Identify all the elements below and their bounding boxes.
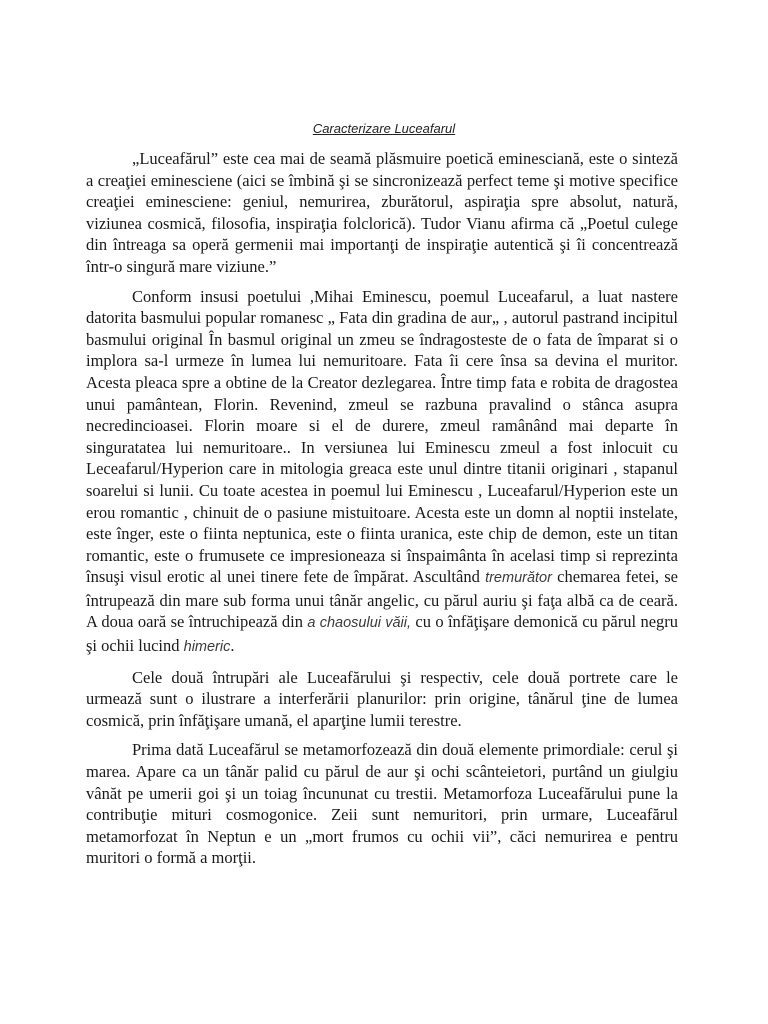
paragraph-2-text-a: Conform insusi poetului ,Mihai Eminescu, poemul Luceafarul, a luat nastere datorita basmului popular romanesc „ Fata din gradina de aur„ , autorul pastrand incipitul basmului original În basmul original un zmeu se îndragosteste de o fata de împarat si o implora sa-l urmeze în lumea lui nemuritoare. Fata îi cere însa sa devina el muritor. Acesta pleaca spre a obtine de la Creator dezlegarea. Între timp fata e robita de dragostea unui pamântean, Florin. Revenind, zmeul se razbuna pravalind o stânca asupra necredincioasei. Florin moare si el de durere, zmeul ramânând mai departe în singuratatea lui nemuritoare.. In versiunea lui Eminescu zmeul a fost inlocuit cu Leceafarul/Hyperion care in mitologia greaca este unul dintre titanii originari , stapanul soarelui si lunii. Cu toate acestea in poemul lui Eminescu , Luceafarul/Hyperion este un erou romantic , chinuit de o pasiune mistuitoare. Acesta este un domn al noptii instelate, este înger, este o fiinta neptunica, este o fiinta uranica, este chip de demon, este un titan romantic, este o frumusete ce impresioneaza si înspaimânta în acelasi timp si reprezinta însuşi visul erotic al unei tinere fete de împărat. Ascultând: [86, 286, 678, 587]
paragraph-2-text-c: cu o înfăţişare demonică cu părul negru şi ochii lucind: [86, 612, 679, 656]
italic-word-tremurator: tremurător: [485, 570, 552, 587]
paragraph-1: „Luceafărul” este cea mai de seamă plăsmuire poetică eminesciană, este o sinteză a creaţiei eminesciene (aici se îmbină şi se sincronizează perfect teme şi motive specifice creaţiei eminesciene: geniul, nemurirea, zburătorul, aspiraţia spre absolut, natură, viziunea cosmică, filosofia, inspiraţia folclorică). Tudor Vianu afirma că „Poetul culege din întreaga sa operă germenii mai importanţi de inspiraţie autentică şi îi concentrează într-o singură mare viziune.”: [86, 149, 678, 276]
paragraph-2: [86, 286, 678, 659]
paragraph-4: Prima dată Luceafărul se metamorfozează din două elemente primordiale: cerul şi marea. Apare ca un tânăr palid cu părul de aur şi ochi scânteietori, purtând un giulgiu vânăt pe umerii goi şi un toiag încununat cu trestii. Metamorfoza Luceafărului pune la contribuţie mituri cosmogonice. Zeii sunt nemuritori, prin urmare, Luceafărul metamorfozat în Neptun e un „mort frumos cu ochii vii”, căci nemurirea e pentru muritori o formă a morţii.: [86, 740, 678, 868]
document-body: [86, 148, 678, 877]
italic-word-himeric: himeric: [183, 639, 231, 656]
paragraph-3: Cele două întrupări ale Luceafărului şi respectiv, cele două portrete care le urmează sunt o ilustrare a interferării planurilor: prin origine, tânărul ţine de lumea cosmică, prin înfăţişare umană, el aparţine lumii terestre.: [86, 667, 678, 730]
italic-phrase-chaosului: a chaosului văii,: [307, 615, 412, 632]
paragraph-2-text-d: .: [230, 636, 235, 656]
page-title: Caracterizare Luceafarul: [312, 121, 456, 136]
paragraph-2-text-b: chemarea fetei, se întrupează din mare sub forma unui tânăr angelic, cu părul auriu şi faţa albă ca de ceară. A doua oară se întruchipează din: [86, 567, 678, 632]
